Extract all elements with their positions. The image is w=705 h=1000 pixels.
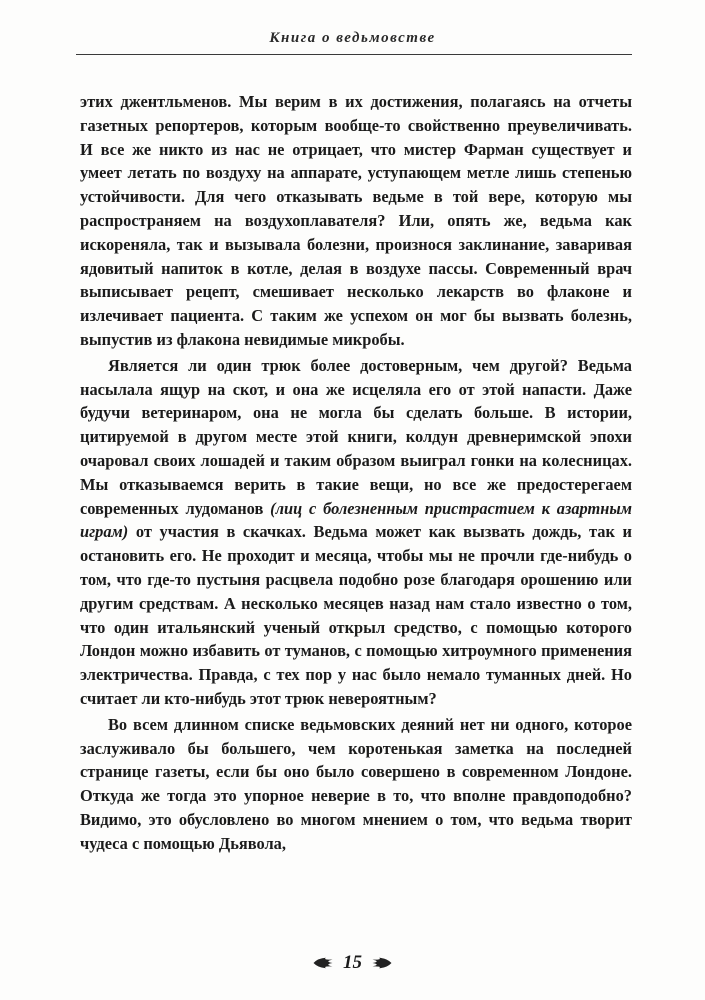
paragraph-text: от участия в скачках. Ведьма может как вызвать дождь, так и остановить его. Не проходит и месяца, чтобы мы не прочли где-нибудь о том, что где-то пустыня расцвела подобно розе благодаря орошению или другим средствам. А несколько месяцев назад нам стало известно о том, что один итальянский ученый открыл средство, с помощью которого Лондон можно избавить от туманов, с помощью хитроумного применения электричества. Правда, с тех пор у нас было немало туманных дней. Но считает ли кто-нибудь этот трюк невероятным?	[80, 522, 632, 708]
page-footer	[0, 952, 705, 974]
paragraph-text: Является ли один трюк более достоверным, чем другой? Ведьма насылала ящур на скот, и она же исцеляла его от этой напасти. Даже будучи ветеринаром, она не могла бы сделать больше. В истории, цитируемой в другом месте этой книги, колдун древнеримской эпохи очаровал своих лошадей и таким образом выиграл гонки на колесницах. Мы отказываемся верить в такие вещи, но все же предостерегаем современных лудоманов	[80, 355, 632, 518]
page-number: 15	[343, 952, 362, 973]
page-body	[80, 90, 632, 856]
header-rule	[76, 54, 632, 55]
paragraph: этих джентльменов. Мы верим в их достижения, полагаясь на отчеты газетных репортеров, которым вообще-то свойственно преувеличивать. И все же никто из нас не отрицает, что мистер Фарман существует и умеет летать по воздуху на аппарате, уступающем метле лишь степенью устойчивости. Для чего отказывать ведьме в той вере, которую мы распространяем на воздухоплавателя? Или, опять же, ведьма как искореняла, так и вызывала болезни, произнося заклинание, заваривая ядовитый напиток в котле, делая в воздухе пассы. Современный врач выписывает рецепт, смешивает несколько лекарств во флаконе и излечивает пациента. С таким же успехом он мог бы вызвать болезнь, выпустив из флакона невидимые микробы.	[80, 92, 632, 349]
paragraph: Во всем длинном списке ведьмовских деяний нет ни одного, которое заслуживало бы большего, чем коротенькая заметка на последней странице газеты, если бы оно было совершено в современном Лондоне. Откуда же тогда это упорное неверие в то, что вполне правдоподобно? Видимо, это обусловлено во многом мнением о том, что ведьма творит чудеса с помощью Дьявола,	[80, 714, 632, 853]
fleuron-right-icon	[372, 957, 392, 969]
fleuron-left-icon	[313, 957, 333, 969]
paragraph	[80, 354, 632, 711]
italic-phrase: (лиц с болезненным пристрастием к азартным играм)	[80, 498, 632, 542]
running-header: Книга о ведьмовстве	[269, 30, 436, 46]
